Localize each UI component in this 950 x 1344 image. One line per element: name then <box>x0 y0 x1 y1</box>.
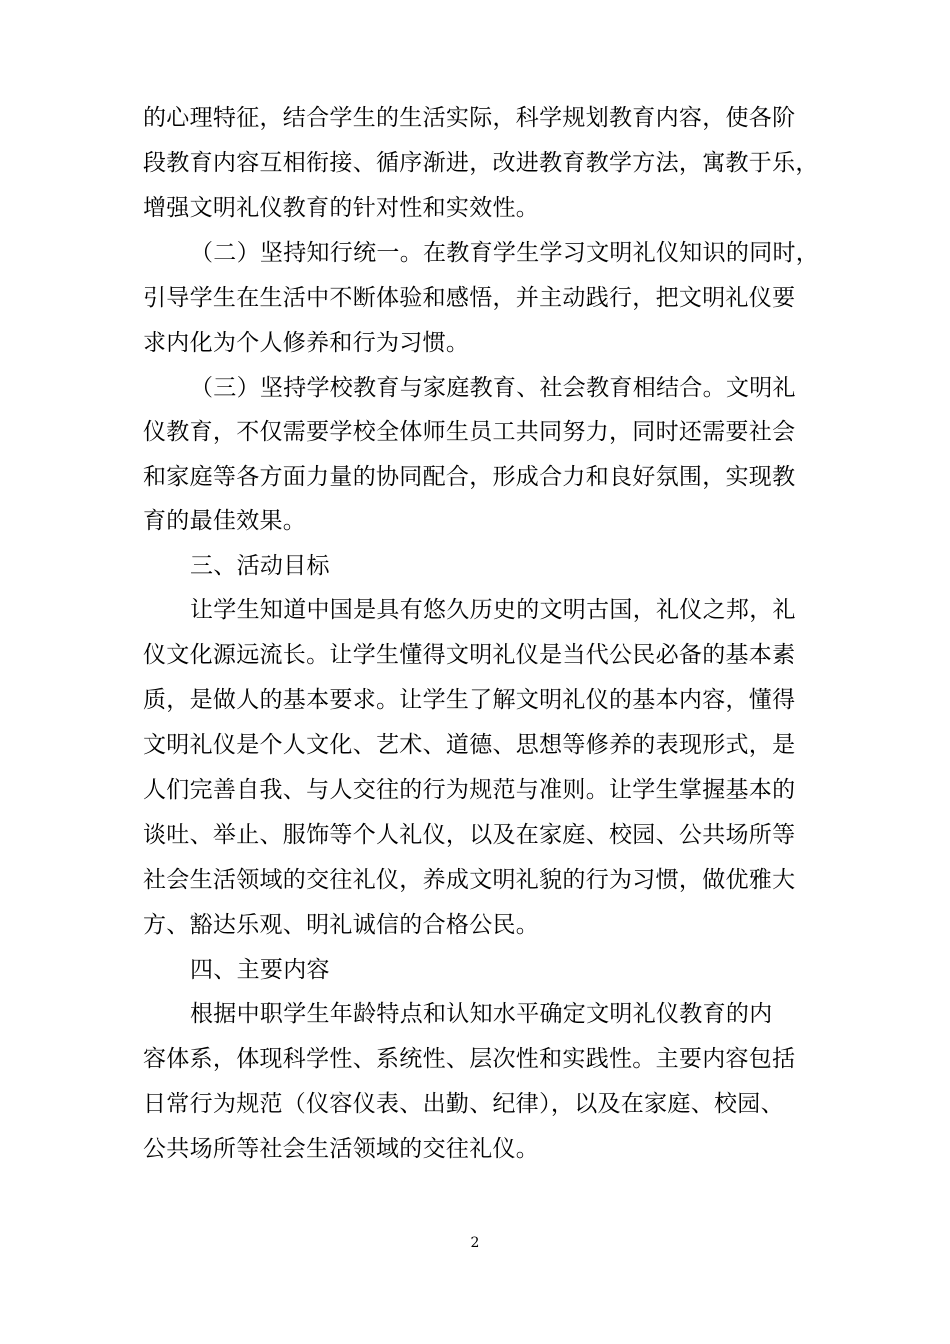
section-heading: 四、主要内容 <box>190 957 330 983</box>
text-line: 日常行为规范（仪容仪表、出勤、纪律），以及在家庭、校园、 <box>143 1091 784 1117</box>
text-line: 引导学生在生活中不断体验和感悟，并主动践行，把文明礼仪要 <box>143 285 796 311</box>
text-line: 根据中职学生年龄特点和认知水平确定文明礼仪教育的内 <box>190 1001 773 1027</box>
text-line: 仪教育，不仅需要学校全体师生员工共同努力，同时还需要社会 <box>143 419 796 445</box>
text-line: 谈吐、举止、服饰等个人礼仪，以及在家庭、校园、公共场所等 <box>143 822 796 848</box>
text-line: 仪文化源远流长。让学生懂得文明礼仪是当代公民必备的基本素 <box>143 642 796 668</box>
text-line: 让学生知道中国是具有悠久历史的文明古国，礼仪之邦，礼 <box>190 597 796 623</box>
text-line: 公共场所等社会生活领域的交往礼仪。 <box>143 1136 540 1162</box>
text-line: 人们完善自我、与人交往的行为规范与准则。让学生掌握基本的 <box>143 777 796 803</box>
text-line: （二）坚持知行统一。在教育学生学习文明礼仪知识的同时， <box>190 240 820 266</box>
text-line: 质，是做人的基本要求。让学生了解文明礼仪的基本内容，懂得 <box>143 687 796 713</box>
text-line: 和家庭等各方面力量的协同配合，形成合力和良好氛围，实现教 <box>143 464 796 490</box>
text-line: 育的最佳效果。 <box>143 508 307 534</box>
text-line: 文明礼仪是个人文化、艺术、道德、思想等修养的表现形式，是 <box>143 732 796 758</box>
text-line: 容体系，体现科学性、系统性、层次性和实践性。主要内容包括 <box>143 1046 796 1072</box>
text-line: 的心理特征，结合学生的生活实际，科学规划教育内容，使各阶 <box>143 105 796 131</box>
text-line: （三）坚持学校教育与家庭教育、社会教育相结合。文明礼 <box>190 375 796 401</box>
section-heading: 三、活动目标 <box>190 553 330 579</box>
text-line: 段教育内容互相衔接、循序渐进，改进教育教学方法，寓教于乐， <box>143 150 819 176</box>
text-line: 方、豁达乐观、明礼诚信的合格公民。 <box>143 912 540 938</box>
text-line: 增强文明礼仪教育的针对性和实效性。 <box>143 195 540 221</box>
text-line: 求内化为个人修养和行为习惯。 <box>143 330 470 356</box>
text-line: 社会生活领域的交往礼仪，养成文明礼貌的行为习惯，做优雅大 <box>143 867 796 893</box>
page-number: 2 <box>470 1235 480 1251</box>
